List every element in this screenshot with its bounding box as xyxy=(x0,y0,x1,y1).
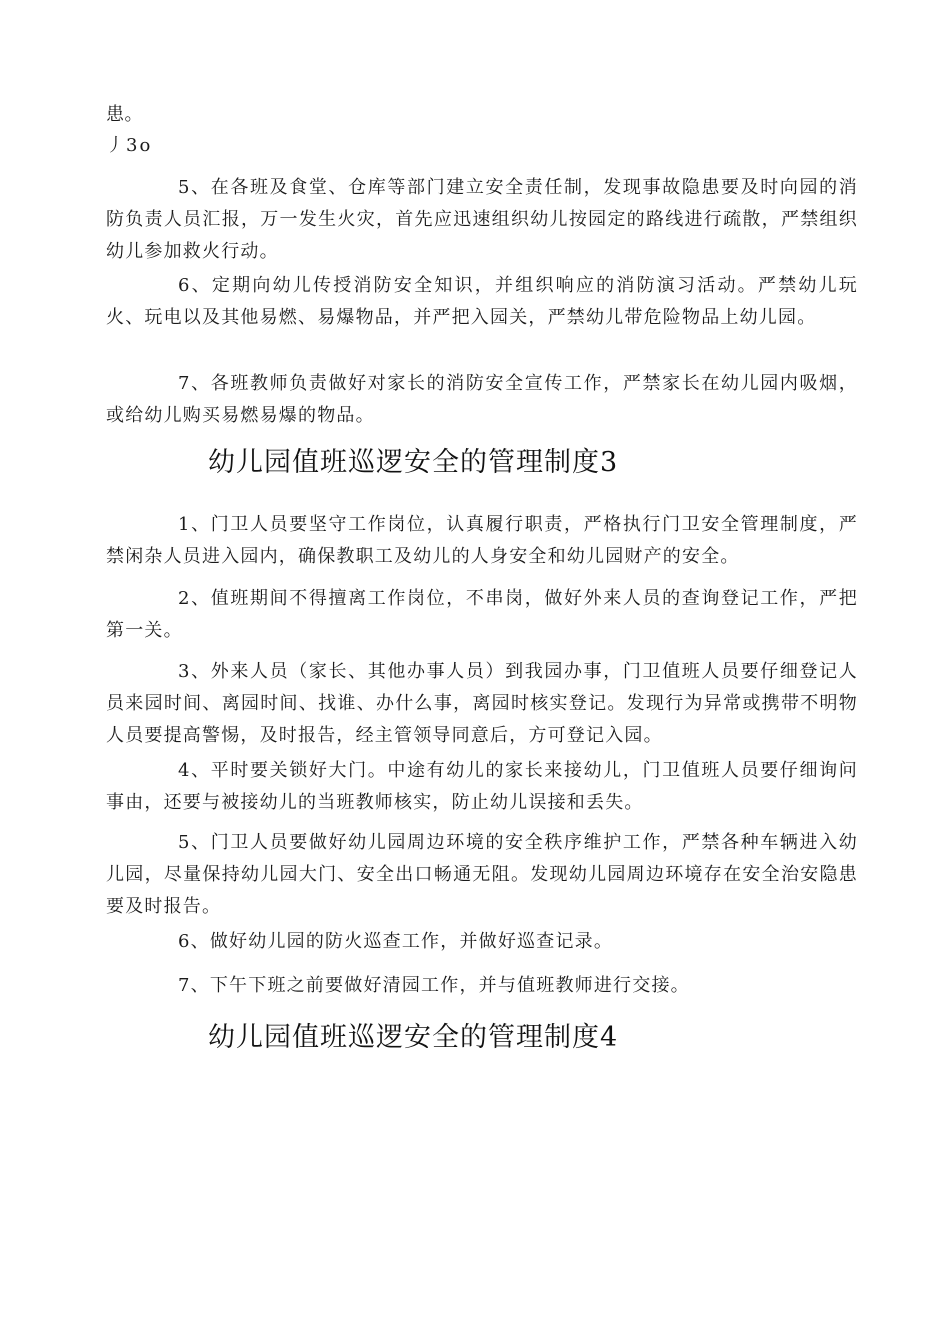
paragraph-s3-item-1: 1、门卫人员要坚守工作岗位，认真履行职责，严格执行门卫安全管理制度，严禁闲杂人员进入园内，确保教职工及幼儿的人身安全和幼儿园财产的安全。 xyxy=(106,514,858,567)
paragraph-s3-item-4: 4、平时要关锁好大门。中途有幼儿的家长来接幼儿，门卫值班人员要仔细询问事由，还要与被接幼儿的当班教师核实，防止幼儿误接和丢失。 xyxy=(106,760,858,813)
paragraph-s3-item-2: 2、值班期间不得擅离工作岗位，不串岗，做好外来人员的查询登记工作，严把第一关。 xyxy=(106,588,858,641)
section-heading-3: 幼儿园值班巡逻安全的管理制度3 xyxy=(208,447,619,478)
paragraph-item-5: 5、在各班及食堂、仓库等部门建立安全责任制，发现事故隐患要及时向园的消防负责人员汇报，万一发生火灾，首先应迅速组织幼儿按园定的路线进行疏散，严禁组织幼儿参加救火行动。 xyxy=(106,177,858,262)
paragraph-s3-item-6: 6、做好幼儿园的防火巡查工作，并做好巡查记录。 xyxy=(178,931,614,952)
paragraph-item-6: 6、定期向幼儿传授消防安全知识，并组织响应的消防演习活动。严禁幼儿玩火、玩电以及其他易燃、易爆物品，并严把入园关，严禁幼儿带危险物品上幼儿园。 xyxy=(106,275,858,328)
section-heading-4: 幼儿园值班巡逻安全的管理制度4 xyxy=(208,1022,619,1053)
fragment-line-2: 丿3o xyxy=(106,135,153,156)
paragraph-s3-item-5: 5、门卫人员要做好幼儿园周边环境的安全秩序维护工作，严禁各种车辆进入幼儿园，尽量保持幼儿园大门、安全出口畅通无阻。发现幼儿园周边环境存在安全治安隐患要及时报告。 xyxy=(106,832,858,917)
paragraph-s3-item-7: 7、下午下班之前要做好清园工作，并与值班教师进行交接。 xyxy=(178,975,690,996)
paragraph-item-7: 7、各班教师负责做好对家长的消防安全宣传工作，严禁家长在幼儿园内吸烟，或给幼儿购买易燃易爆的物品。 xyxy=(106,373,858,426)
paragraph-s3-item-3: 3、外来人员（家长、其他办事人员）到我园办事，门卫值班人员要仔细登记人员来园时间、离园时间、找谁、办什么事，离园时核实登记。发现行为异常或携带不明物人员要提高警惕，及时报告，经主管领导同意后，方可登记入园。 xyxy=(106,661,858,746)
fragment-line-1: 患。 xyxy=(106,104,143,125)
